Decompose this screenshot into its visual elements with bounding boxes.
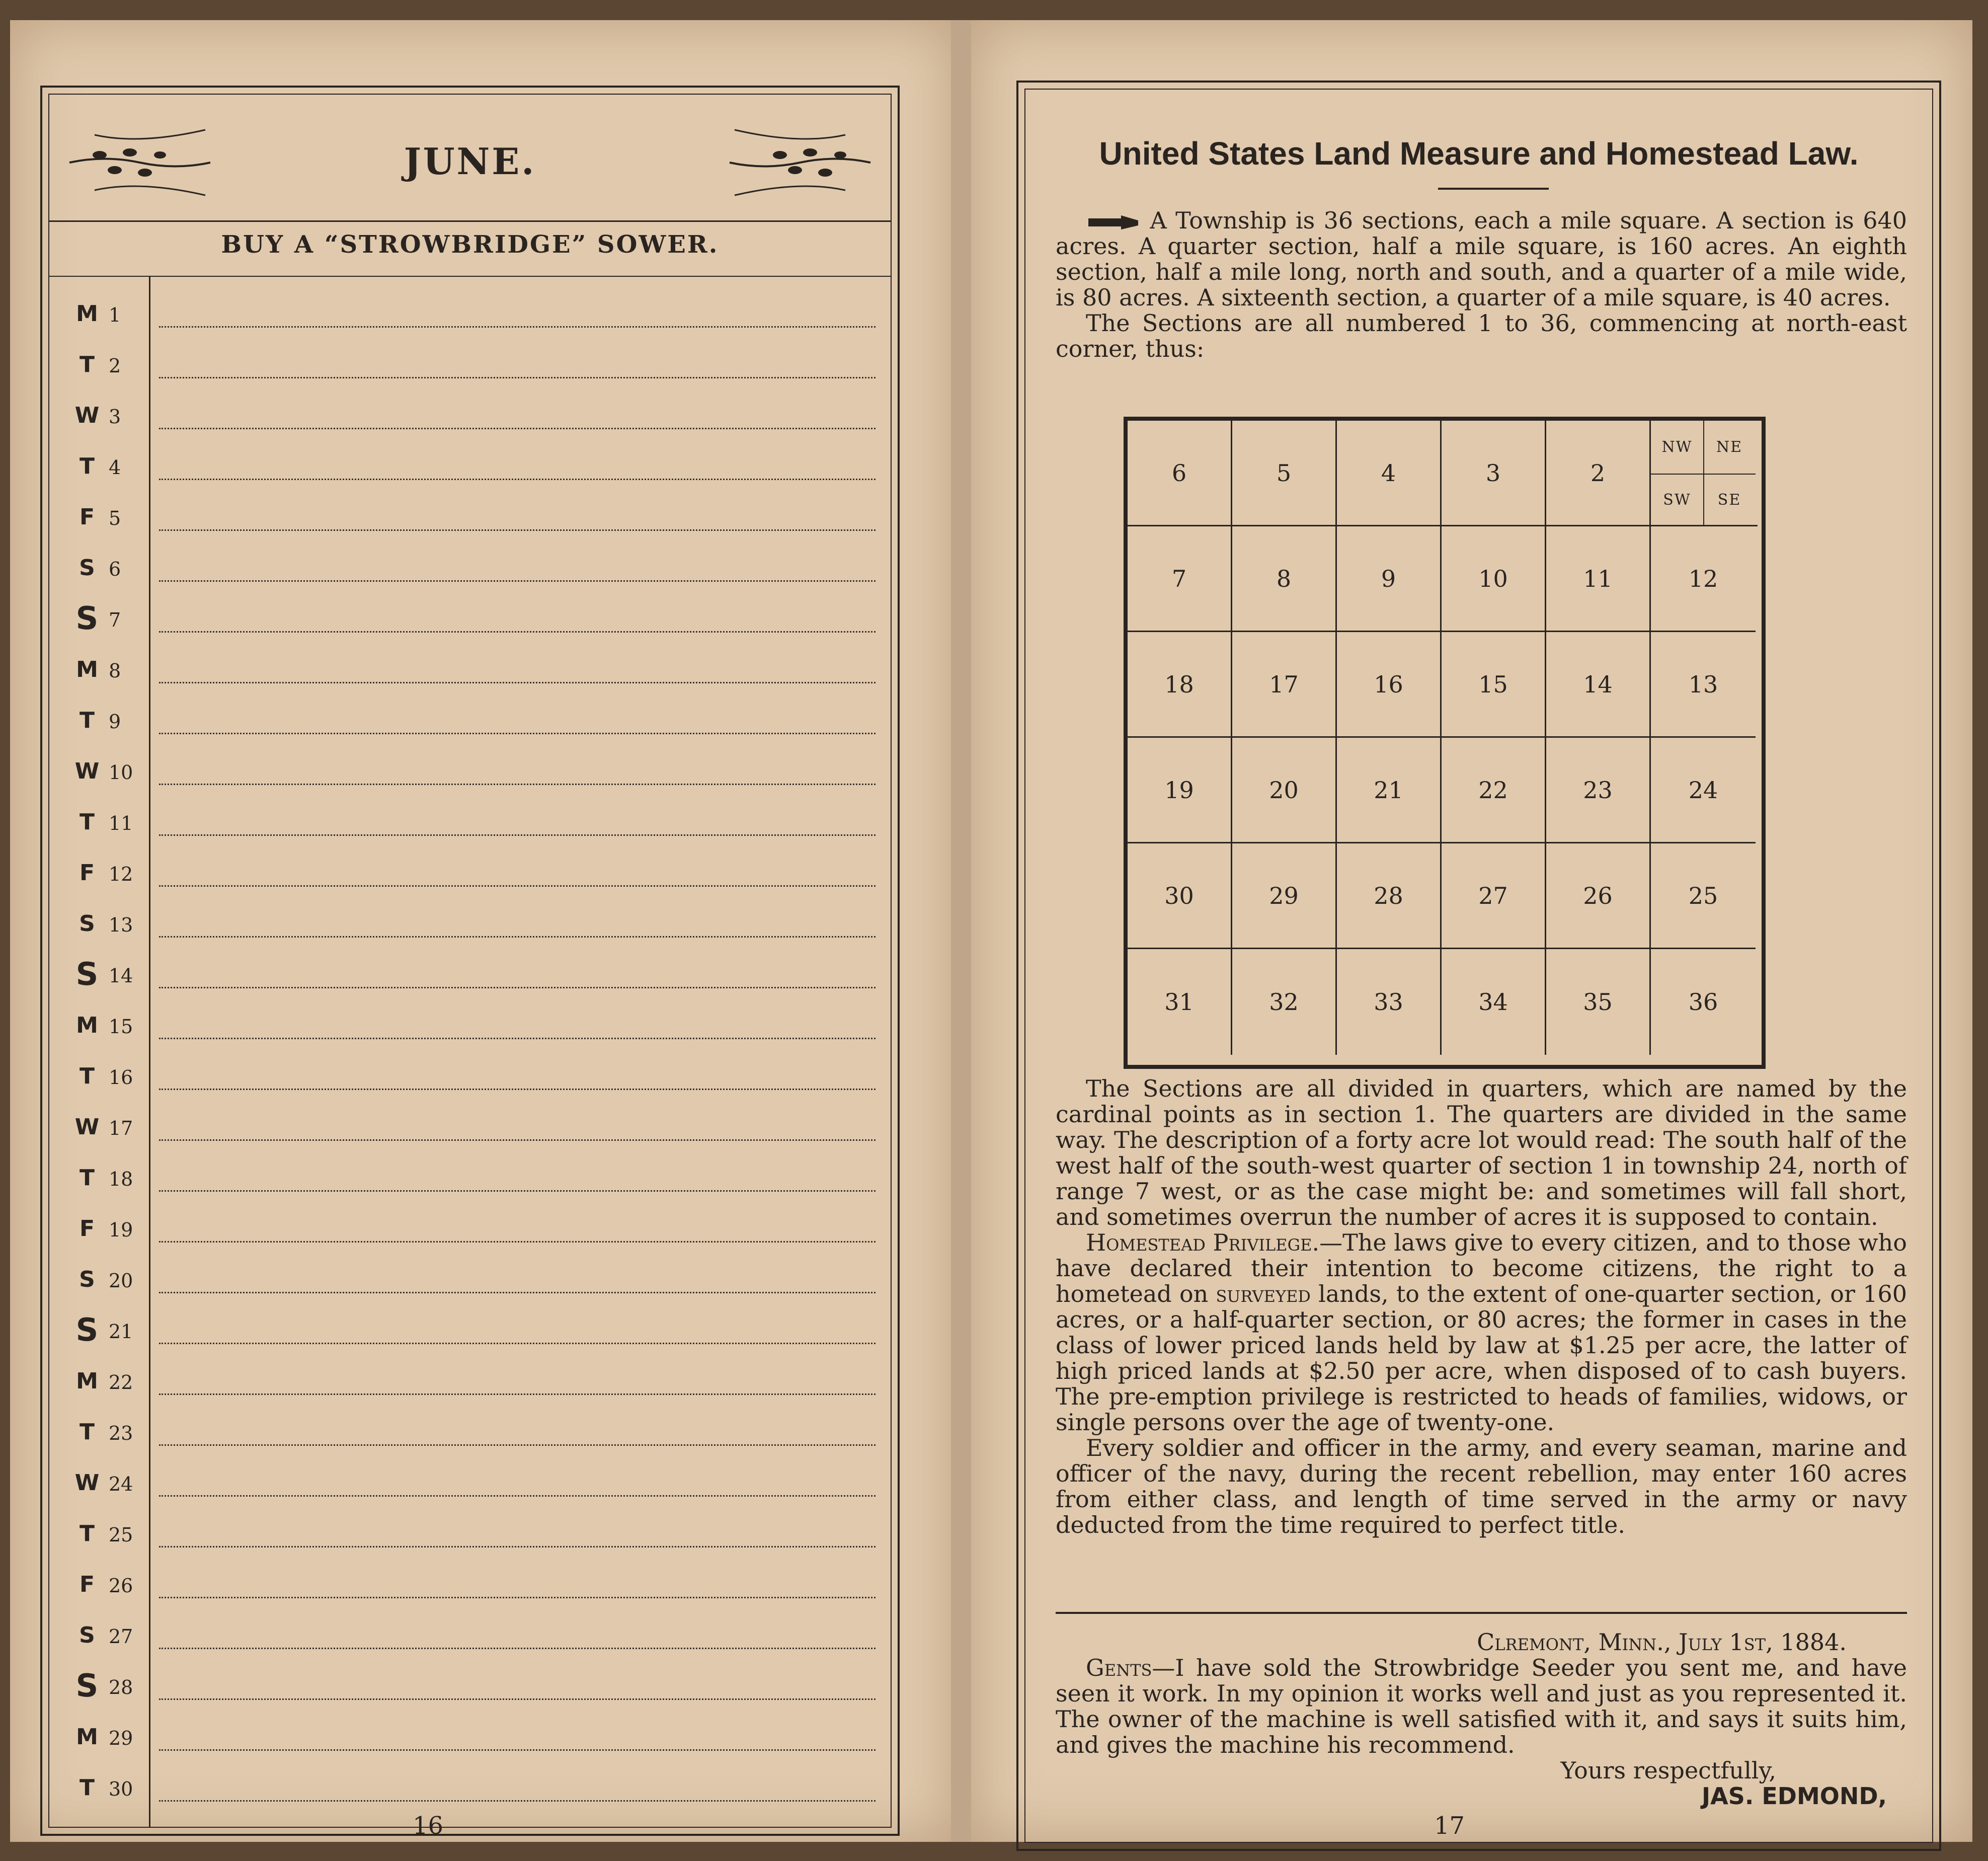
section-cell: 27 <box>1442 843 1546 949</box>
letter-salutation: Gents <box>1086 1654 1152 1681</box>
section-cell: 8 <box>1232 526 1337 632</box>
memo-line <box>159 1343 876 1344</box>
section-cell: 18 <box>1128 632 1232 738</box>
day-row <box>49 1358 891 1409</box>
day-number: 23 <box>109 1422 133 1444</box>
day-row <box>49 647 891 697</box>
section-cell: 30 <box>1128 843 1232 949</box>
day-number: 11 <box>109 812 133 834</box>
section-cell: 17 <box>1232 632 1337 738</box>
day-of-week: S <box>75 1311 99 1348</box>
memo-line <box>159 1800 876 1802</box>
letter-place-date: Clremont, Minn., July 1st, 1884. <box>1477 1629 1847 1656</box>
section-cell: 26 <box>1546 843 1651 949</box>
memo-line <box>159 936 876 938</box>
day-row <box>49 342 891 392</box>
section-cell: 22 <box>1442 738 1546 843</box>
day-number: 26 <box>109 1575 133 1597</box>
day-of-week: T <box>79 809 95 835</box>
day-of-week: S <box>75 600 99 637</box>
day-row <box>49 1765 891 1815</box>
memo-line <box>159 1648 876 1649</box>
day-number: 27 <box>109 1625 133 1648</box>
soldier-paragraph: Every soldier and officer in the army, and every seaman, marine and officer of the navy, during the recent rebellion, may enter 160 acres from either class, and length of time served in the army or navy deducted from the time required to perfect title. <box>1056 1434 1907 1538</box>
section-1-quarters <box>1651 421 1758 526</box>
day-number: 20 <box>109 1270 133 1292</box>
motto: BUY A “STROWBRIDGE” SOWER. <box>221 230 719 259</box>
day-number: 25 <box>109 1524 133 1546</box>
day-number: 1 <box>109 304 121 326</box>
day-row <box>49 1002 891 1053</box>
section-cell: 33 <box>1337 949 1442 1055</box>
memo-line <box>159 1444 876 1446</box>
day-row <box>49 1307 891 1358</box>
day-of-week: F <box>79 504 95 530</box>
day-row <box>49 799 891 849</box>
memo-line <box>159 784 876 785</box>
memo-line <box>159 1190 876 1192</box>
page-number: 17 <box>1434 1812 1465 1840</box>
day-number: 3 <box>109 406 121 428</box>
day-of-week: M <box>76 657 98 682</box>
section-cell: 11 <box>1546 526 1651 632</box>
memo-line <box>159 733 876 734</box>
section-cell: 36 <box>1688 988 1718 1016</box>
pointing-hand-icon <box>1086 212 1141 232</box>
homestead-paragraph: Homestead Privilege.—The laws give to every citizen, and to those who have declared their intention to become citizens, the right to a hometead on surveyed lands, to the extent of one-quarter section, or 160 acres, or a half-quarter section, or 80 acres; the former in cases in the class of lower priced lands held by law at $1.25 per acre, the latter of high priced lands at $2.50 per acre, when disposed of to cash buyers. The pre-emption privilege is restricted to heads of families, widows, or single persons over the age of twenty-one. <box>1056 1229 1907 1436</box>
section-cell: 25 <box>1651 843 1756 949</box>
day-of-week: M <box>76 301 98 327</box>
section-cell: 14 <box>1546 632 1651 738</box>
day-number: 8 <box>109 660 121 682</box>
day-row <box>49 901 891 951</box>
section-cell: 21 <box>1337 738 1442 843</box>
quarters-paragraph: The Sections are all divided in quarters, which are named by the cardinal points as in section 1. The quarters are divided in the same way. The description of a forty acre lot would read: The south half of the west half of the south-west quarter of section 1 in township 24, north of range 7 west, or as the case might be: and sometimes will fall short, and sometimes overrun the number of acres it is supposed to contain. <box>1056 1075 1907 1230</box>
left-page <box>10 20 956 1842</box>
page-number: 16 <box>413 1812 444 1840</box>
memo-line <box>159 682 876 683</box>
day-number: 12 <box>109 863 133 885</box>
section-cell: 32 <box>1232 949 1337 1055</box>
memo-line <box>159 1393 876 1395</box>
letter-closing: Yours respectfully, <box>1560 1757 1776 1784</box>
memo-line <box>159 1139 876 1141</box>
testimonial-letter <box>1056 1630 1907 1809</box>
day-of-week: S <box>79 1622 95 1648</box>
day-number: 24 <box>109 1473 133 1495</box>
quarter-label: NE <box>1703 421 1756 475</box>
memo-line <box>159 326 876 328</box>
day-of-week: T <box>79 1063 95 1089</box>
section-cell: 28 <box>1337 843 1442 949</box>
day-of-week: F <box>79 1572 95 1597</box>
day-of-week: W <box>74 758 100 784</box>
day-of-week: W <box>74 1470 100 1496</box>
section-cell: 19 <box>1128 738 1232 843</box>
memo-line <box>159 631 876 633</box>
day-of-week: T <box>79 1419 95 1445</box>
day-of-week: S <box>79 911 95 937</box>
month-title: JUNE. <box>404 140 536 183</box>
day-row <box>49 748 891 799</box>
divider <box>49 276 891 277</box>
day-number: 22 <box>109 1371 133 1393</box>
memo-line <box>159 1597 876 1598</box>
section-cell: 7 <box>1128 526 1232 632</box>
section-cell: 29 <box>1232 843 1337 949</box>
day-number: 21 <box>109 1321 133 1343</box>
day-number: 6 <box>109 558 121 580</box>
day-row <box>49 1206 891 1256</box>
day-row <box>49 291 891 341</box>
day-row <box>49 1511 891 1561</box>
day-of-week: T <box>79 708 95 733</box>
memo-line <box>159 834 876 836</box>
memo-line <box>159 580 876 582</box>
day-row <box>49 1155 891 1205</box>
day-number: 17 <box>109 1117 133 1139</box>
calendar-frame <box>40 86 900 1836</box>
day-row <box>49 1257 891 1307</box>
day-row <box>49 1612 891 1663</box>
memo-line <box>159 1292 876 1293</box>
day-row <box>49 1714 891 1764</box>
day-of-week: T <box>79 1521 95 1546</box>
day-of-week: T <box>79 352 95 377</box>
section-cell: 2 <box>1546 421 1651 526</box>
day-number: 18 <box>109 1168 133 1190</box>
day-of-week: M <box>76 1013 98 1038</box>
day-row <box>49 1409 891 1459</box>
day-of-week: T <box>79 1775 95 1801</box>
day-number: 5 <box>109 507 121 529</box>
section-cell: 12 <box>1651 526 1756 632</box>
day-of-week: M <box>76 1368 98 1394</box>
day-number: 7 <box>109 609 121 631</box>
section-cell: 24 <box>1651 738 1756 843</box>
letter-signature: JAS. EDMOND, <box>1702 1782 1887 1810</box>
day-row <box>49 596 891 646</box>
day-row <box>49 393 891 443</box>
day-of-week: W <box>74 1114 100 1140</box>
memo-line <box>159 1089 876 1090</box>
quarter-label: SW <box>1651 474 1704 526</box>
section-cell: 31 <box>1128 949 1232 1055</box>
day-number: 14 <box>109 965 133 987</box>
section-cell: 3 <box>1442 421 1546 526</box>
section-cell: 9 <box>1337 526 1442 632</box>
day-number: 19 <box>109 1219 133 1241</box>
day-of-week: S <box>79 1267 95 1292</box>
divider <box>1056 1612 1907 1614</box>
day-row <box>49 1562 891 1612</box>
day-row <box>49 850 891 900</box>
memo-line <box>159 1546 876 1547</box>
memo-line <box>159 1749 876 1751</box>
memo-line <box>159 479 876 480</box>
day-number: 4 <box>109 456 121 479</box>
day-row <box>49 1053 891 1104</box>
day-number: 16 <box>109 1066 133 1089</box>
intro-text <box>1056 208 1907 362</box>
memo-line <box>159 377 876 378</box>
township-definition: A Township is 36 sections, each a mile square. A section is 640 acres. A quarter section, half a mile square, is 160 acres. An eighth section, half a mile long, north and south, and a quarter of a mile wide, is 80 acres. A sixteenth section, a quarter of a mile square, is 40 acres. <box>1056 207 1907 311</box>
township-grid <box>1124 417 1766 1069</box>
section-cell: 10 <box>1442 526 1546 632</box>
day-of-week: F <box>79 1216 95 1242</box>
day-number: 28 <box>109 1676 133 1698</box>
day-row <box>49 1460 891 1510</box>
section-cell: 23 <box>1546 738 1651 843</box>
leaf-sprig-right-icon <box>725 125 876 200</box>
day-of-week: T <box>79 453 95 479</box>
day-row <box>49 494 891 545</box>
section-cell: 6 <box>1128 421 1232 526</box>
day-number: 29 <box>109 1727 133 1749</box>
day-number: 2 <box>109 355 121 377</box>
day-of-week: S <box>79 555 95 581</box>
section-cell: 5 <box>1232 421 1337 526</box>
day-number: 30 <box>109 1778 133 1800</box>
section-cell: 34 <box>1442 949 1546 1055</box>
day-row <box>49 1663 891 1714</box>
day-row <box>49 545 891 595</box>
memo-line <box>159 1698 876 1700</box>
day-number: 13 <box>109 914 133 936</box>
content-frame <box>1016 81 1941 1851</box>
divider <box>1438 188 1549 190</box>
month-header <box>49 95 891 222</box>
memo-line <box>159 885 876 887</box>
day-of-week: M <box>76 1724 98 1750</box>
homestead-heading: Homestead Privilege. <box>1086 1229 1320 1256</box>
day-of-week: S <box>75 956 99 992</box>
section-cell: 20 <box>1232 738 1337 843</box>
memo-line <box>159 1495 876 1497</box>
section-cell: 15 <box>1442 632 1546 738</box>
quarter-label: NW <box>1651 421 1704 475</box>
day-number: 10 <box>109 761 133 784</box>
day-of-week: W <box>74 403 100 428</box>
day-row <box>49 697 891 748</box>
day-row <box>49 1104 891 1154</box>
day-row <box>49 443 891 494</box>
memo-line <box>159 987 876 988</box>
day-of-week: T <box>79 1165 95 1191</box>
section-cell: 35 <box>1546 949 1651 1055</box>
letter-body: —I have sold the Strowbridge Seeder you sent me, and have seen it work. In my opinion it works well and just as you represented it. The owner of the machine is well satisfied with it, and says it suits him, and gives the machine his recommend. <box>1056 1654 1907 1758</box>
numbering-note: The Sections are all numbered 1 to 36, commencing at north-east corner, thus: <box>1056 309 1907 362</box>
right-page <box>971 20 1972 1842</box>
section-cell: 16 <box>1337 632 1442 738</box>
body-text <box>1056 1076 1907 1538</box>
day-of-week: S <box>75 1667 99 1704</box>
memo-line <box>159 428 876 429</box>
memo-line <box>159 1241 876 1243</box>
memo-line <box>159 1038 876 1039</box>
day-number: 15 <box>109 1016 133 1038</box>
day-row <box>49 952 891 1002</box>
section-cell: 4 <box>1337 421 1442 526</box>
quarter-label: SE <box>1717 491 1741 509</box>
memo-line <box>159 529 876 531</box>
day-of-week: F <box>79 860 95 886</box>
section-cell: 13 <box>1651 632 1756 738</box>
day-number: 9 <box>109 711 121 733</box>
page-title: United States Land Measure and Homestead Law. <box>1099 135 1859 172</box>
